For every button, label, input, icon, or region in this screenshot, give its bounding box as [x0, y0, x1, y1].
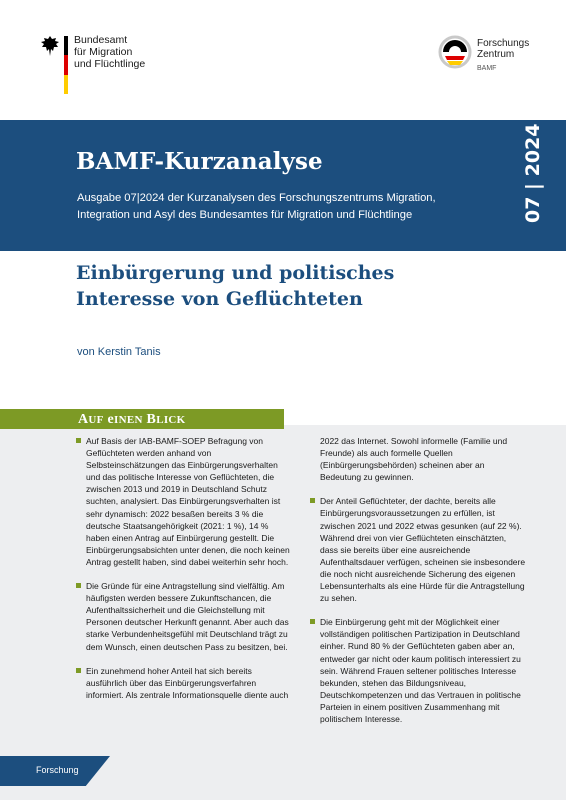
article-title: Einbürgerung und politisches Interesse von Geflüchteten [76, 262, 395, 310]
square-bullet-icon [76, 438, 81, 443]
summary-item-text: Der Anteil Geflüchteter, der dachte, bereits alle Einbürgerungsvoraussetzungen zu erfüllen, ist zwischen 2021 und 2022 etwas gesunken (auf 22 %). Während drei von vier Geflüchteten einschätzten, dass sie bereits über eine ausreichende Aufenthaltsdauer verfügen, scheinen sie insbesondere die noch nicht ausreichende Sicherung des eigenen Lebensunterhalts als eine Hürde für die Antragstellung zu sehen. [320, 496, 526, 604]
flag-red [64, 55, 68, 74]
bamf-logo-line: und Flüchtlinge [74, 58, 146, 70]
summary-item-continuation [310, 435, 526, 483]
summary-heading: AUF eINEN BLICK [78, 412, 186, 427]
bamf-logo-line: Bundesamt [74, 34, 128, 46]
issue-number: 07 | 2024 [522, 123, 544, 223]
fz-logo-line: Zentrum [477, 49, 515, 60]
summary-item [76, 665, 292, 701]
square-bullet-icon [76, 668, 81, 673]
square-bullet-icon [76, 583, 81, 588]
title-banner [0, 120, 566, 251]
flag-black [64, 36, 68, 55]
fz-logo-sub: BAMF [477, 65, 497, 72]
forschungszentrum-logo-text [477, 38, 529, 74]
flag-gold [64, 75, 68, 94]
square-bullet-icon [310, 498, 315, 503]
article-author: von Kerstin Tanis [77, 346, 161, 358]
summary-item [310, 616, 526, 725]
page-header [0, 0, 566, 120]
forschungszentrum-mark-icon [437, 34, 473, 70]
bamf-logo-text [74, 34, 145, 70]
summary-item-text: Ein zunehmend hoher Anteil hat sich bereits ausführlich über das Einbürgerungsverfahren informiert. Als zentrale Informationsquelle diente auch [86, 665, 289, 700]
summary-item-text: 2022 das Internet. Sowohl informelle (Familie und Freunde) als auch formelle Quellen (Einbürgerungsbehörden) scheinen aber an Bedeutung zu gewinnen. [320, 436, 508, 483]
series-subtitle: Ausgabe 07|2024 der Kurzanalysen des Forschungszentrums Migration, Integration und Asyl des Bundesamtes für Migration und Flüchtlinge [77, 192, 436, 221]
forschungszentrum-logo [437, 34, 557, 82]
german-flag-stripe [64, 36, 68, 94]
section-tab-label: Forschung [36, 765, 79, 775]
series-title: BAMF-Kurzanalyse [76, 148, 323, 175]
square-bullet-icon [310, 619, 315, 624]
bamf-logo-line: für Migration [74, 46, 133, 58]
bamf-logo [38, 34, 148, 98]
summary-item [76, 435, 292, 568]
summary-item [76, 580, 292, 653]
federal-eagle-icon [38, 34, 62, 58]
summary-column-right [310, 435, 526, 737]
summary-item-text: Die Einbürgerung geht mit der Möglichkeit einer vollständigen politischen Partizipation in Deutschland einher. Rund 80 % der Geflüchteten gaben aber an, entweder gar nicht oder kaum politisch interessiert zu sein. Während Frauen seltener politisches Interesse bekunden, stehen das Bildungsniveau, Deutschkompetenzen und das Vertrauen in politische Parteien in einem positiven Zusammenhang mit politischem Interesse. [320, 617, 521, 724]
summary-item-text: Die Gründe für eine Antragstellung sind vielfältig. Am häufigsten werden bessere Zukunftschancen, die Aufenthaltssicherheit und die Gleichstellung mit Personen deutscher Herkunft genannt. Aber auch das starke Verbundenheitsgefühl mit Deutschland trägt zu dem Wunsch, einen deutschen Pass zu besitzen, bei. [86, 581, 289, 652]
summary-item-text: Auf Basis der IAB-BAMF-SOEP Befragung von Geflüchteten werden anhand von Selbsteinschätzungen das Einbürgerungsverhalten und das politische Interesse von Geflüchteten, die zwischen 2013 und 2019 in Deutschland Schutz suchten, analysiert. Das Einbürgerungsverhalten ist sehr dynamisch: 2022 besaßen bereits 3 % die deutsche Staatsangehörigkeit (2021: 1 %), 14 % haben einen Antrag auf Einbürgerung gestellt. Die Einbürgerungsabsichten unter denen, die noch keinen Antrag gestellt haben, sind dabei weiterhin sehr hoch. [86, 436, 290, 567]
summary-item [310, 495, 526, 604]
fz-logo-line: Forschungs [477, 38, 530, 49]
summary-column-left [76, 435, 292, 713]
